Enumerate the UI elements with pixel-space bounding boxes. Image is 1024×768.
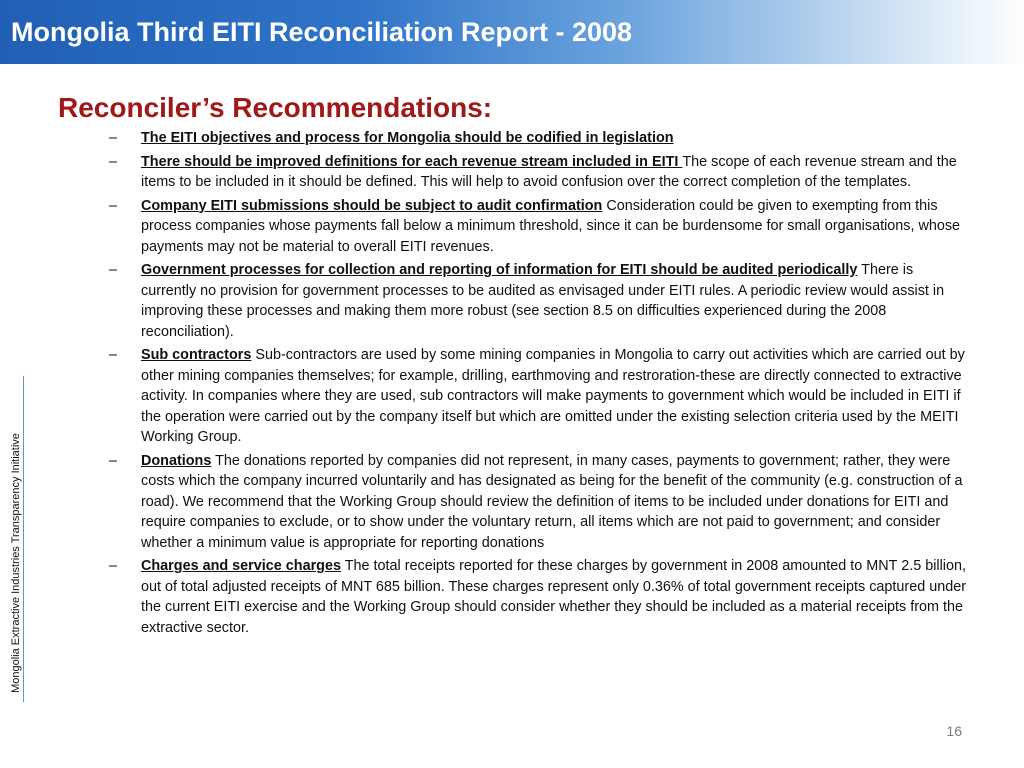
recommendation-title: Government processes for collection and reporting of information for EITI should be audited periodically bbox=[141, 262, 858, 278]
list-item bbox=[108, 345, 966, 448]
dash-bullet: – bbox=[109, 197, 118, 214]
dash-bullet: – bbox=[109, 347, 118, 363]
list-item bbox=[108, 196, 966, 258]
recommendation-title: The EITI objectives and process for Mongolia should be codified in legislation bbox=[141, 130, 674, 146]
recommendations-list bbox=[108, 128, 966, 641]
title-banner bbox=[0, 0, 1024, 64]
recommendation-title: Donations bbox=[141, 452, 212, 469]
sidebar-caption: Mongolia Extractive Industries Transparency Initiative bbox=[10, 433, 22, 693]
recommendation-body: The scope of each revenue stream and the items to be included in it should be defined. This will help to avoid confusion over the correct completion of the templates. bbox=[141, 153, 957, 190]
recommendation-title: Sub contractors bbox=[141, 347, 252, 363]
recommendation-title: Company EITI submissions should be subject to audit confirmation bbox=[141, 197, 603, 214]
list-item bbox=[108, 451, 966, 554]
recommendation-body: The total receipts reported for these charges by government in 2008 amounted to MNT 2.5 billion, out of total adjusted receipts of MNT 685 billion. These charges represent only 0.36% of total government receipts captured under the current EITI exercise and the Working Group should consider whether they should be included as a material receipts from the extractive sector. bbox=[141, 558, 967, 636]
section-heading: Reconciler’s Recommendations: bbox=[58, 92, 493, 123]
dash-bullet: – bbox=[109, 452, 118, 469]
dash-bullet: – bbox=[109, 558, 118, 574]
list-item bbox=[108, 152, 966, 193]
recommendation-title: Charges and service charges bbox=[141, 558, 341, 574]
list-item bbox=[108, 260, 966, 342]
dash-bullet: – bbox=[109, 262, 118, 278]
list-item bbox=[108, 128, 966, 149]
dash-bullet: – bbox=[109, 153, 118, 170]
report-title: Mongolia Third EITI Reconciliation Report - 2008 bbox=[11, 17, 633, 47]
list-item bbox=[108, 556, 966, 638]
recommendation-body: Sub-contractors are used by some mining companies in Mongolia to carry out activities which are carried out by other mining companies themselves; for example, drilling, earthmoving and restroration-these are directly connected to extractive activity. In companies where they are used, sub contractors will make payments to government which would be included in EITI if the operation were carried out by the company itself but which are omitted under the existing selection criteria used by the MEITI Working Group. bbox=[141, 347, 965, 445]
recommendation-body: Consideration could be given to exempting from this process companies whose payments fall below a minimum threshold, since it can be burdensome for small organisations, whose payments may not be material to overall EITI revenues. bbox=[141, 197, 961, 255]
dash-bullet: – bbox=[109, 130, 118, 146]
recommendation-title: There should be improved definitions for each revenue stream included in EITI bbox=[141, 153, 683, 170]
recommendation-body: The donations reported by companies did not represent, in many cases, payments to government; rather, they were costs which the company incurred voluntarily and has designated as being for the benefit of the community (e.g. construction of a road). We recommend that the Working Group should review the definition of items to be included under donations for EITI and require companies to exclude, or to show under the voluntary return, all items which are not paid to government; and consider whether a minimum value is appropriate for reporting donations bbox=[141, 452, 963, 551]
recommendation-body: There is currently no provision for government processes to be audited as envisaged under EITI rules. A periodic review would assist in improving these processes and making them more robust (see section 8.5 on difficulties experienced during the 2008 reconciliation). bbox=[141, 262, 945, 340]
sidebar-line bbox=[23, 376, 24, 702]
page-number: 16 bbox=[946, 723, 962, 739]
